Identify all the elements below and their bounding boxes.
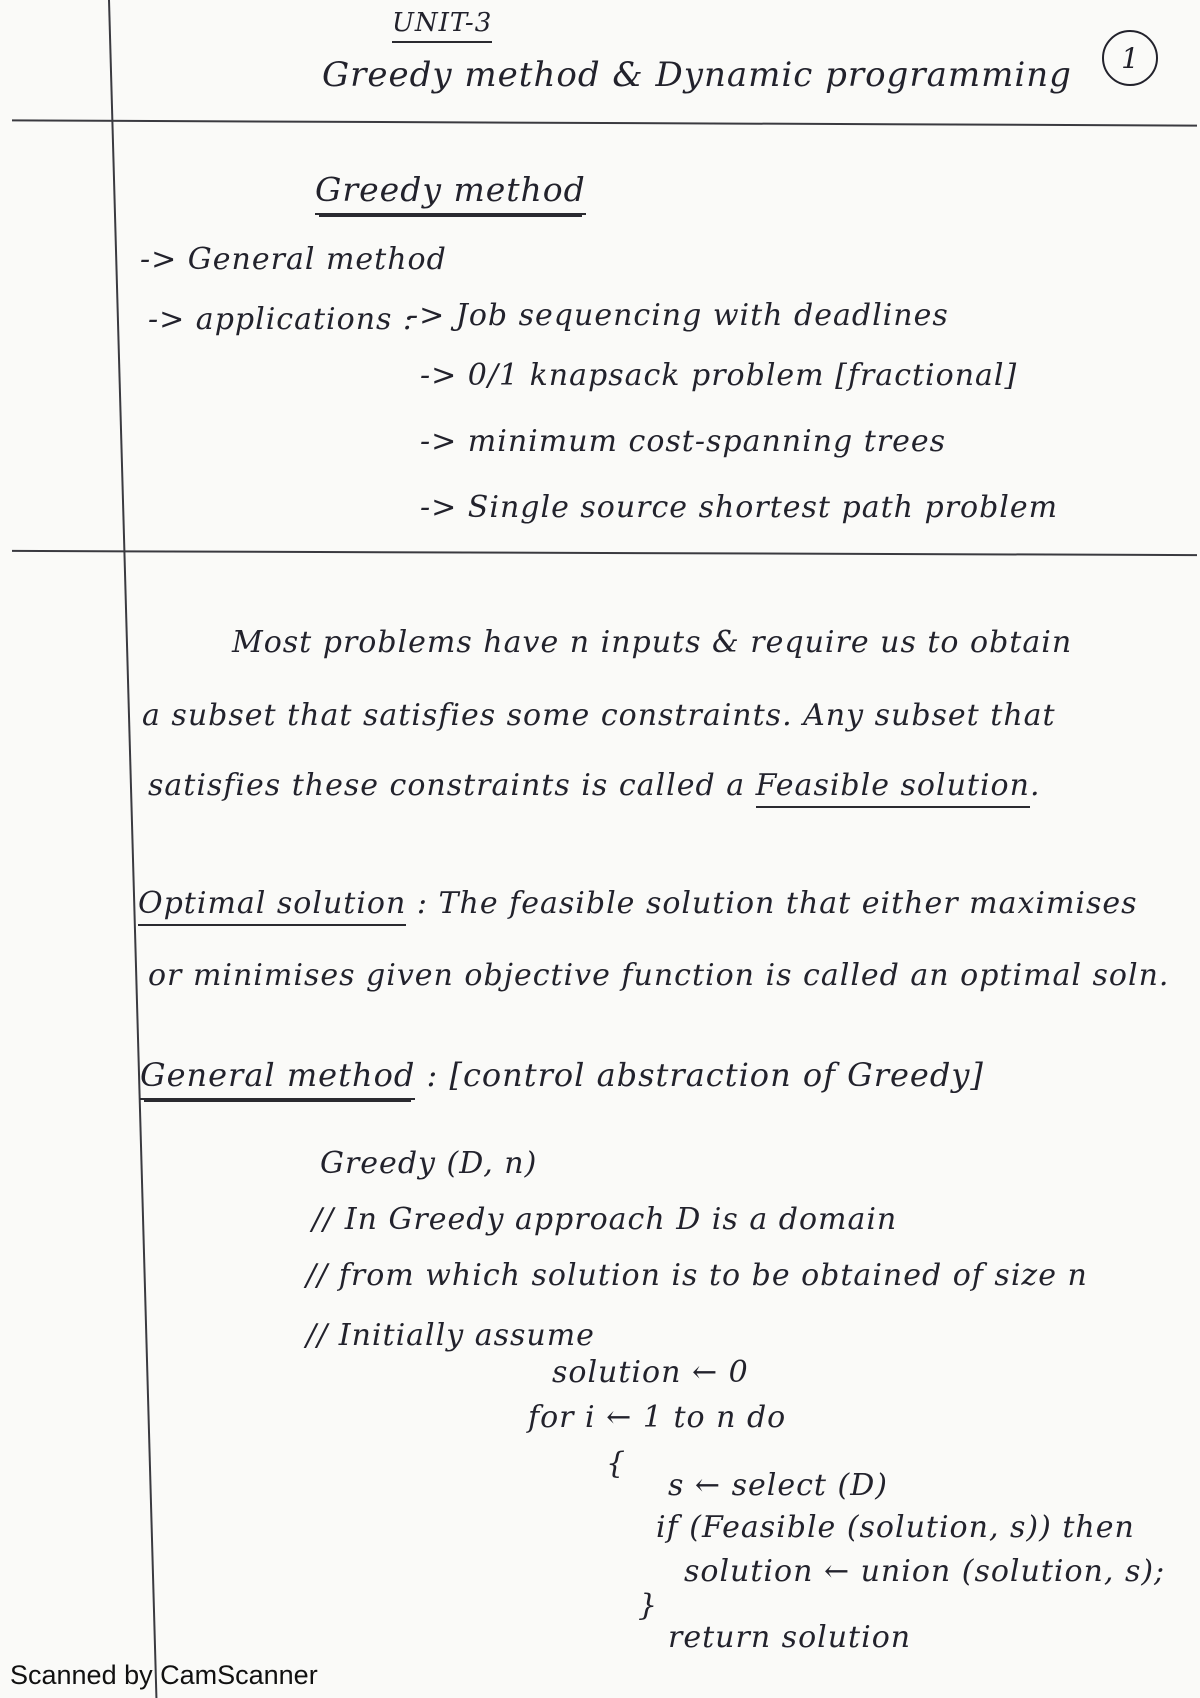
code-line: solution ← 0	[552, 1355, 749, 1390]
paragraph-line: Most problems have n inputs & require us to obtain	[232, 625, 1073, 660]
code-line: solution ← union (solution, s);	[684, 1554, 1166, 1589]
optimal-solution-line: or minimises given objective function is called an optimal soln.	[148, 958, 1170, 993]
code-line: }	[638, 1588, 659, 1623]
paragraph-line: a subset that satisfies some constraints. Any subset that	[142, 698, 1056, 733]
application-item: -> 0/1 knapsack problem [fractional]	[420, 358, 1018, 393]
page-title: Greedy method & Dynamic programming	[322, 55, 1072, 95]
application-item: -> Single source shortest path problem	[420, 490, 1059, 525]
camscanner-watermark: Scanned by CamScanner	[10, 1660, 318, 1690]
application-item: -> minimum cost-spanning trees	[420, 424, 947, 459]
page-number: 1	[1102, 30, 1158, 86]
application-item: -> Job sequencing with deadlines	[408, 298, 949, 333]
feasible-solution-term: Feasible solution	[756, 768, 1030, 808]
code-line: return solution	[668, 1620, 912, 1655]
code-line: {	[606, 1446, 627, 1481]
outline-general-method: -> General method	[140, 242, 447, 277]
code-line: // from which solution is to be obtained of size n	[306, 1258, 1088, 1293]
paragraph-line: satisfies these constraints is called a Feasible solution.	[148, 768, 1040, 803]
code-line: for i ← 1 to n do	[528, 1400, 787, 1435]
code-line: // In Greedy approach D is a domain	[312, 1202, 898, 1237]
general-method-term: General method	[140, 1056, 415, 1100]
code-line: if (Feasible (solution, s)) then	[656, 1510, 1135, 1545]
optimal-solution-definition: Optimal solution : The feasible solution that either maximises	[138, 886, 1138, 921]
outline-applications-label: -> applications :	[148, 302, 415, 337]
code-line: Greedy (D, n)	[320, 1146, 538, 1181]
section-heading: Greedy method	[315, 170, 586, 209]
header-divider	[12, 119, 1197, 126]
code-line: s ← select (D)	[668, 1468, 888, 1503]
optimal-solution-term: Optimal solution	[138, 886, 406, 926]
code-line: // Initially assume	[306, 1318, 595, 1353]
section-divider	[12, 550, 1197, 556]
unit-label: UNIT-3	[392, 8, 492, 38]
general-method-heading: General method : [control abstraction of Greedy]	[140, 1056, 984, 1094]
